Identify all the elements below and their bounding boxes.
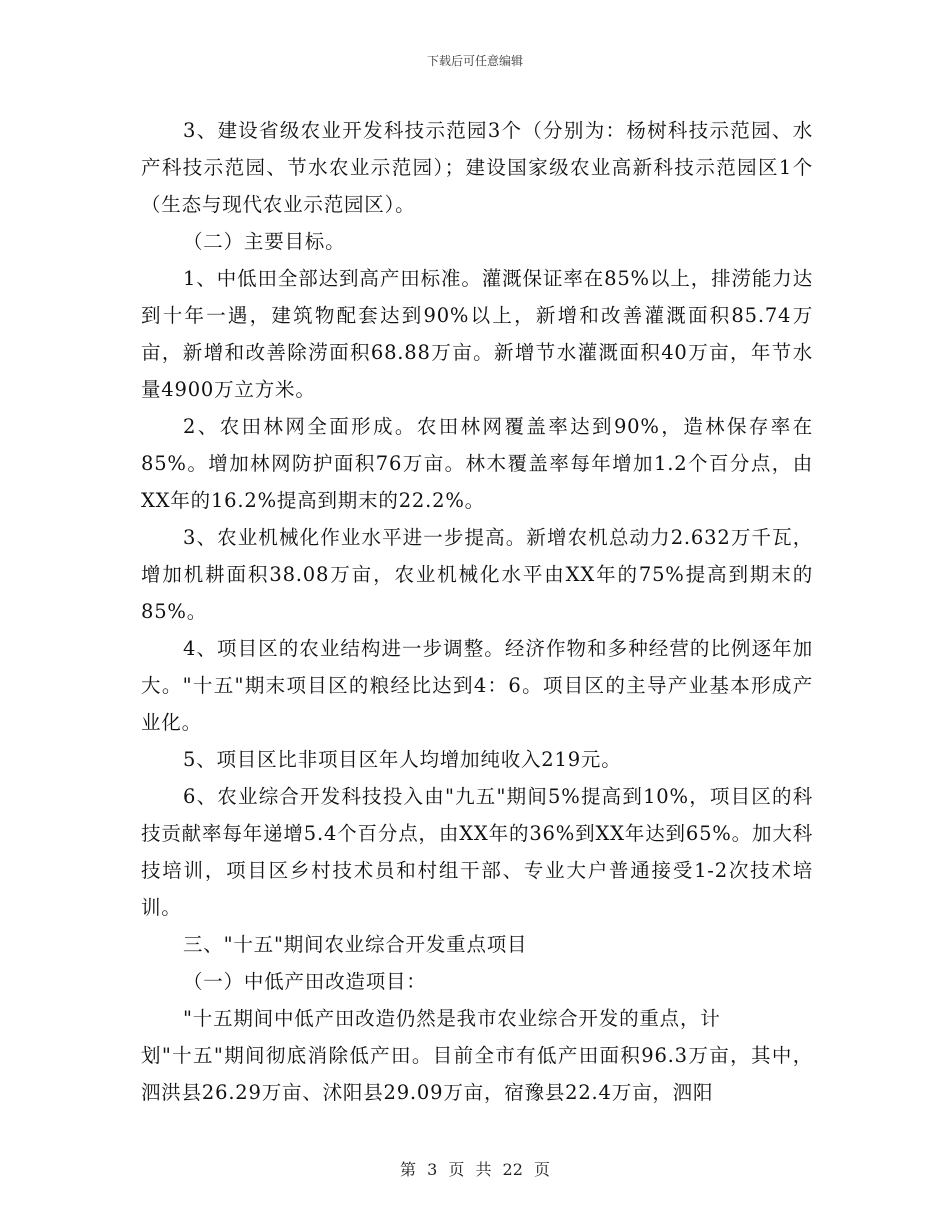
paragraph-low-yield-intro: "十五期间中低产田改造仍然是我市农业综合开发的重点，计 xyxy=(183,1007,721,1030)
paragraph-goal-6: 6、农业综合开发科技投入由"九五"期间5%提高到10%，项目区的科技贡献率每年递增5.4个百分点，由XX年的36%到XX年达到65%。加大科技培训，项目区乡村技术员和村组干部、专业大户普通接受1-2次技术培训。 xyxy=(141,785,813,919)
document-body xyxy=(141,112,813,1111)
page-number-footer: 第 3 页 共 22 页 xyxy=(400,1160,550,1179)
paragraph-low-yield-detail: 划"十五"期间彻底消除低产田。目前全市有低产田面积96.3万亩，其中，泗洪县26.29万亩、沭阳县29.09万亩，宿豫县22.4万亩，泗阳 xyxy=(141,1044,813,1104)
header-note: 下载后可任意编辑 xyxy=(426,54,523,68)
paragraph-goal-1: 1、中低田全部达到高产田标准。灌溉保证率在85%以上，排涝能力达到十年一遇，建筑物配套达到90%以上，新增和改善灌溉面积85.74万亩，新增和改善除涝面积68.88万亩。新增节水灌溉面积40万亩，年节水量4900万立方米。 xyxy=(141,267,813,401)
paragraph-goal-5: 5、项目区比非项目区年人均增加纯收入219元。 xyxy=(183,748,622,771)
heading-key-projects: 三、"十五"期间农业综合开发重点项目 xyxy=(183,933,528,956)
heading-low-yield-project: （一）中低产田改造项目： xyxy=(183,970,427,993)
paragraph-goal-3: 3、农业机械化作业水平进一步提高。新增农机总动力2.632万千瓦，增加机耕面积38.08万亩，农业机械化水平由XX年的75%提高到期末的85%。 xyxy=(141,526,813,623)
paragraph-goal-4: 4、项目区的农业结构进一步调整。经济作物和多种经营的比例逐年加大。"十五"期末项目区的粮经比达到4：6。项目区的主导产业基本形成产业化。 xyxy=(141,637,813,734)
heading-main-goals: （二）主要目标。 xyxy=(183,230,346,253)
paragraph-demo-parks: 3、建设省级农业开发科技示范园3个（分别为：杨树科技示范园、水产科技示范园、节水农业示范园）；建设国家级农业高新科技示范园区1个（生态与现代农业示范园区）。 xyxy=(141,119,813,216)
paragraph-goal-2: 2、农田林网全面形成。农田林网覆盖率达到90%，造林保存率在85%。增加林网防护面积76万亩。林木覆盖率每年增加1.2个百分点，由XX年的16.2%提高到期末的22.2%。 xyxy=(141,415,813,512)
